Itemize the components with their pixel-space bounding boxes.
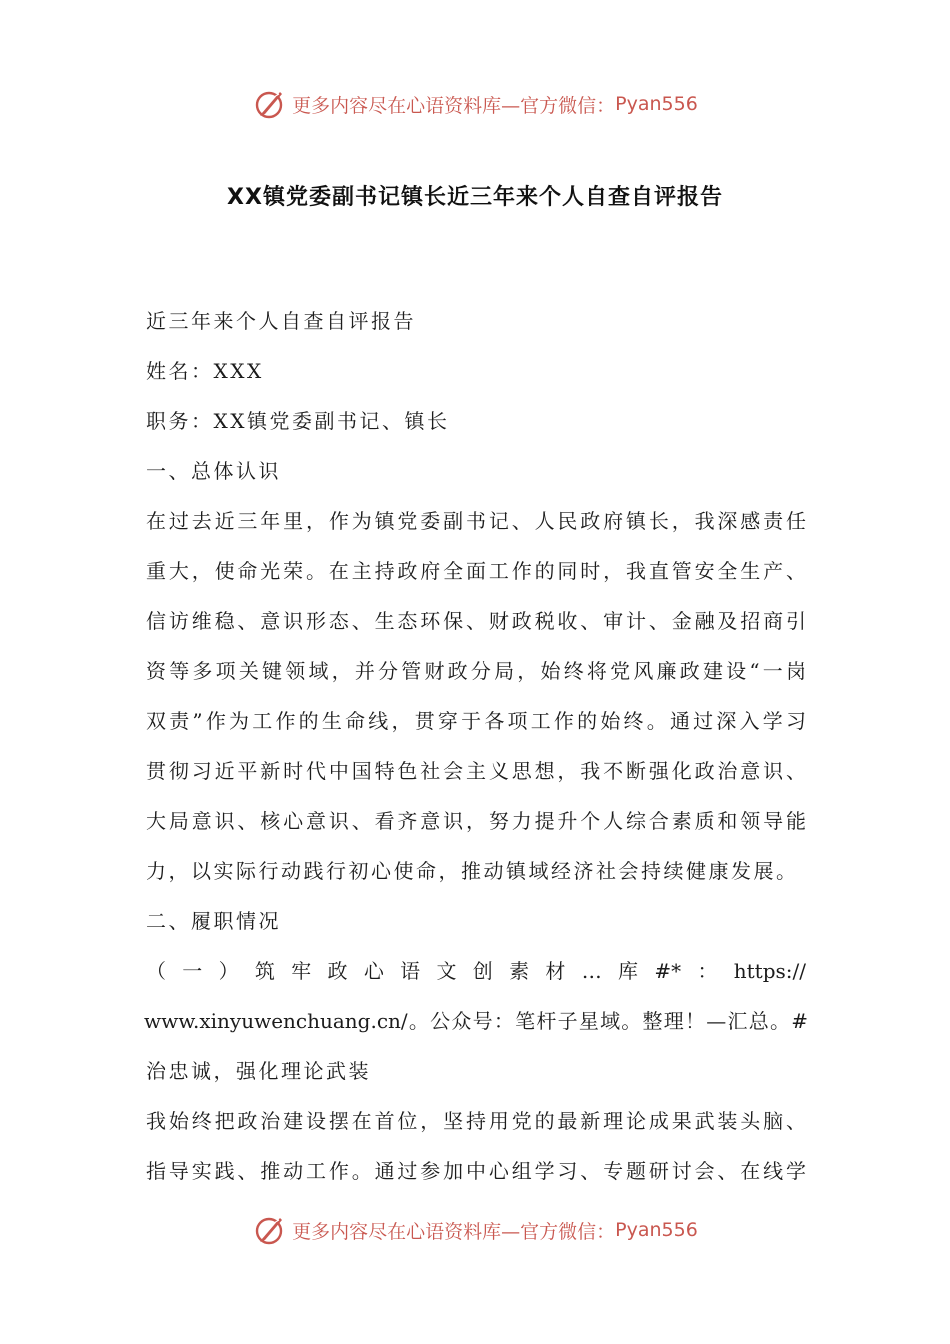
paragraph-line: 指导实践、推动工作。通过参加中心组学习、专题研讨会、在线学	[146, 1159, 806, 1183]
paragraph-line: 我始终把政治建设摆在首位，坚持用党的最新理论成果武装头脑、	[146, 1109, 806, 1133]
paragraph-line: 重大，使命光荣。在主持政府全面工作的同时，我直管安全生产、	[146, 559, 806, 583]
banner-wechat-id: Pyan556	[615, 1219, 698, 1241]
paragraph-line: 贯彻习近平新时代中国特色社会主义思想，我不断强化政治意识、	[146, 759, 806, 783]
paragraph-line: 力，以实际行动践行初心使命，推动镇域经济社会持续健康发展。	[146, 859, 799, 883]
subsection-heading-line: 治忠诚，强化理论武装	[146, 1059, 371, 1083]
subsection-heading-line: （一）筑牢政心语文创素材…库#*：https://	[146, 959, 806, 983]
paragraph-line: 大局意识、核心意识、看齐意识，努力提升个人综合素质和领导能	[146, 809, 806, 833]
paragraph-line: 双责”作为工作的生命线，贯穿于各项工作的始终。通过深入学习	[146, 709, 806, 733]
banner-wechat-id: Pyan556	[615, 93, 698, 115]
name-line: 姓名：XXX	[146, 359, 264, 383]
quill-logo-icon	[252, 1212, 288, 1248]
banner-slogan: 更多内容尽在心语资料库—官方微信：	[292, 1220, 616, 1243]
position-line: 职务：XX镇党委副书记、镇长	[146, 409, 450, 433]
document-title: XX镇党委副书记镇长近三年来个人自查自评报告	[227, 185, 723, 210]
banner-slogan: 更多内容尽在心语资料库—官方微信：	[292, 94, 616, 117]
paragraph-line: 信访维稳、意识形态、生态环保、财政税收、审计、金融及招商引	[146, 609, 806, 633]
header-watermark-banner	[0, 82, 950, 126]
paragraph-line: 资等多项关键领域，并分管财政分局，始终将党风廉政建设“一岗	[146, 659, 806, 683]
subsection-heading-line: www.xinyuwenchuang.cn/。公众号：笔杆子星域。整理！—汇总。#	[144, 1009, 808, 1033]
section-heading-overall: 一、总体认识	[146, 459, 281, 483]
section-heading-duties: 二、履职情况	[146, 909, 281, 933]
footer-watermark-banner	[0, 1208, 950, 1252]
quill-logo-icon	[252, 86, 288, 122]
paragraph-line: 在过去近三年里，作为镇党委副书记、人民政府镇长，我深感责任	[146, 509, 806, 533]
document-subtitle: 近三年来个人自查自评报告	[146, 309, 416, 333]
